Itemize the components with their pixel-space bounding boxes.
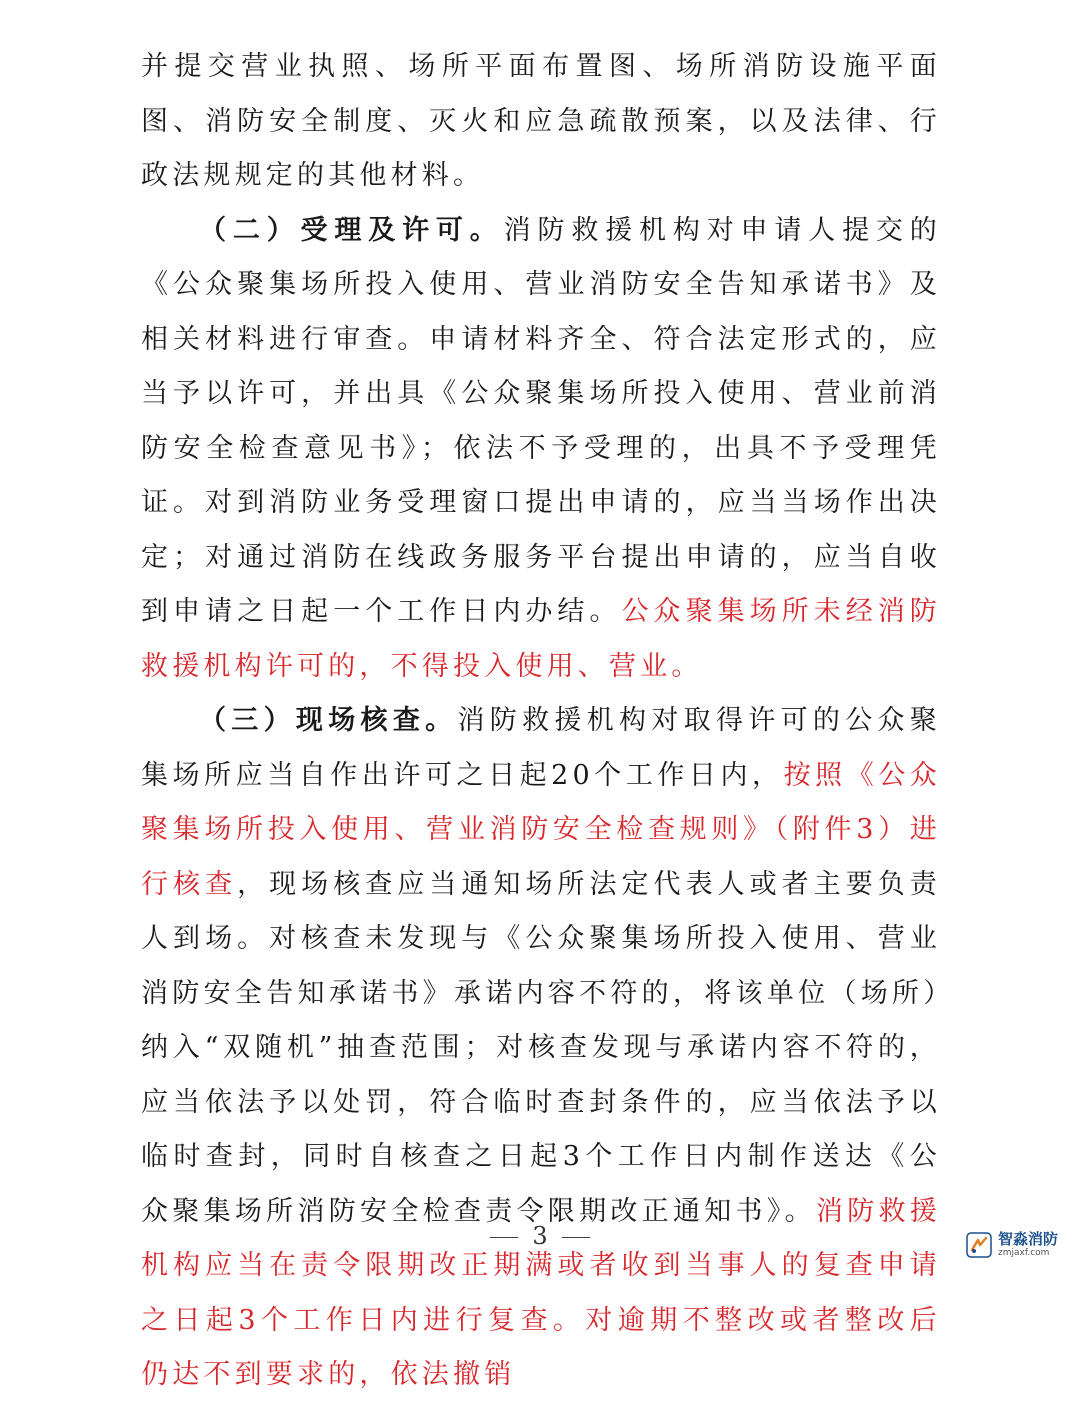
section-onsite-heading: （三）现场核查。	[199, 705, 458, 736]
document-page	[141, 40, 941, 1403]
page-number-value: 3	[532, 1222, 548, 1250]
page-number-dash-right	[562, 1237, 590, 1238]
watermark-text	[998, 1232, 1058, 1258]
paragraph-materials	[141, 40, 941, 204]
watermark-name: 智淼消防	[997, 1230, 1058, 1248]
section-acceptance-red-text: 公众聚集场所未经消防救援机构许可的，不得投入使用、营业。	[141, 596, 941, 682]
page-number-dash-left	[490, 1237, 518, 1238]
section-acceptance-heading: （二）受理及许可。	[199, 214, 504, 246]
watermark-logo-icon	[966, 1232, 992, 1258]
section-acceptance-permit	[141, 204, 941, 695]
section-onsite-body-1: 消防救援机构对取得许可的公众聚集场所应当自作出许可之日起20个工作日内，	[141, 705, 942, 791]
section-onsite-red-text-1: 按照《公众聚集场所投入使用、营业消防安全检查规则》（附件3）进行核查	[141, 759, 941, 900]
section-onsite-check	[141, 694, 941, 1403]
watermark-url: zmjaxf.com	[997, 1248, 1050, 1258]
section-acceptance-body: 消防救援机构对申请人提交的《公众聚集场所投入使用、营业消防安全告知承诺书》及相关材料进行审查。申请材料齐全、符合法定形式的，应当予以许可，并出具《公众聚集场所投入使用、营业前消防安全检查意见书》；依法不予受理的，出具不予受理凭证。对到消防业务受理窗口提出申请的，应当当场作出决定；对通过消防在线政务服务平台提出申请的，应当自收到申请之日起一个工作日内办结。	[141, 214, 941, 627]
paragraph-materials-text: 并提交营业执照、场所平面布置图、场所消防设施平面图、消防安全制度、灭火和应急疏散预案，以及法律、行政法规规定的其他材料。	[141, 51, 941, 191]
section-onsite-body-2: ，现场核查应当通知场所法定代表人或者主要负责人到场。对核查未发现与《公众聚集场所投入使用、营业消防安全告知承诺书》承诺内容不符的，将该单位（场所）纳入“双随机”抽查范围；对核查发现与承诺内容不符的，应当依法予以处罚，符合临时查封条件的，应当依法予以临时查封，同时自核查之日起3个工作日内制作送达《公众聚集场所消防安全检查责令限期改正通知书》。	[141, 868, 941, 1227]
page-number	[0, 1222, 1080, 1250]
watermark	[966, 1232, 1058, 1258]
section-onsite-red-text-2: 消防救援机构应当在责令限期改正期满或者收到当事人的复查申请之日起3个工作日内进行复查。对逾期不整改或者整改后仍达不到要求的，依法撤销	[141, 1195, 941, 1390]
